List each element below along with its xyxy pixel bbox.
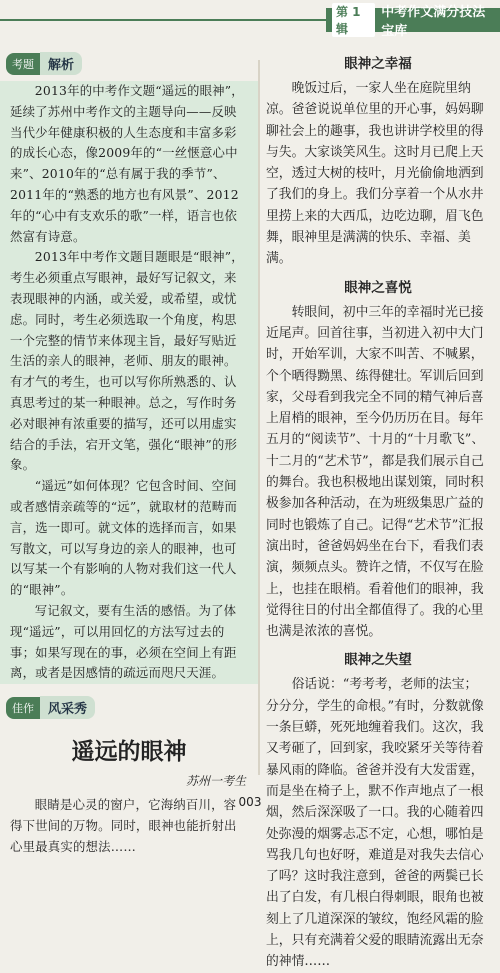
page-header: [0, 0, 500, 40]
left-column: [0, 46, 258, 858]
section-text: 晚饭过后，一家人坐在庭院里纳凉。爸爸说说单位里的开心事，妈妈聊聊社会上的趣事，我也讲讲学校里的得与失。大家谈笑风生。这时月已爬上天空，透过大树的枝叶，月光偷偷地洒到了我们的身上。我们分享着一个从水井里捞上来的大西瓜，边吃边聊，眉飞色舞，眼神里是满满的快乐、幸福、美满。: [266, 81, 484, 267]
chapter-badge: [326, 5, 500, 39]
section-heading: 眼神之幸福: [344, 56, 412, 72]
chapter-number: 第 1 辑: [332, 3, 375, 37]
essay-intro: 眼睛是心灵的窗户，它海纳百川，容得下世间的万物。同时，眼神也能折射出心里最真实的想法……: [10, 797, 237, 854]
analysis-tag-label: 解析: [40, 52, 82, 75]
analysis-paragraph: 2013年中考作文题目题眼是“眼神”，考生必须重点写眼神，最好写记叙文，来表现眼神的内涵，或关爱，或希望，或忧虑。同时，考生必须选取一个角度，构思一个完整的情节来体现主旨，最好写贴近生活的亲人的眼神，老师、朋友的眼神。有才气的考生，也可以写你所熟悉的、认真思考过的某一种眼神。总之，写作时务必对眼神有浓重要的描写，还可以用虚实结合的手法，宕开文笔，强化“眼神”的形象。: [10, 249, 244, 473]
essay-byline: 苏州一考生: [185, 774, 246, 789]
essay-title: 遥远的眼神: [71, 738, 187, 766]
analysis-paragraph: “遥远”如何体现？它包含时间、空间或者感情亲疏等的“远”，就取材的范畴而言，选一即可。就文体的选择而言，如果写散文，可以写身边的亲人的眼神，也可以写某一个有影响的人物对我们这一代人的“眼神”。: [10, 478, 238, 598]
column-separator: [258, 60, 260, 775]
section-text: 俗话说：“考考考，老师的法宝；分分分，学生的命根。”有时，分数就像一条巨蟒，死死地缠着我们。这次，我又考砸了，回到家，我咬紧牙关等待着暴风雨的降临。爸爸并没有大发雷霆，而是坐在椅子上，默不作声地点了一根烟，然后深深吸了一口。我的心随着四处弥漫的烟雾忐忑不定，心想，哪怕是骂我几句也好呀，难道是对我失去信心了吗？这时我注意到，爸爸的两鬓已长出了白发，有几根白得刺眼，眼角也被刻上了几道深深的皱纹，饱经风霜的脸上，只有充满着父爱的眼睛流露出无奈的神情……: [266, 677, 484, 970]
analysis-tag: [6, 52, 258, 75]
showcase-tag-pill: 佳作: [6, 697, 40, 719]
chapter-title: 中考作文满分技法宝库: [381, 5, 486, 39]
section-heading: 眼神之喜悦: [344, 279, 412, 296]
analysis-tag-pill: 考题: [6, 53, 40, 75]
analysis-box: [0, 81, 258, 684]
section-heading: 眼神之失望: [344, 652, 412, 669]
showcase-tag: [6, 696, 258, 719]
analysis-paragraph: 2013年的中考作文题“遥远的眼神”，延续了苏州中考作文的主题导向——反映当代少年健康积极的人生态度和丰富多彩的成长心态，像2009年的“一丝惬意心中来”、2010年的“总有属于我的季节”、2011年的“熟悉的地方也有风景”、2012年的“心中有支欢乐的歌”一样，语言也依然富有诗意。: [10, 83, 244, 244]
analysis-paragraph: 写记叙文，要有生活的感悟。为了体现“遥远”，可以用回忆的方法写过去的事；如果写现在的事，必须在空间上有距离，或者是因感情的疏远而咫尺天涯。: [10, 602, 237, 681]
showcase-tag-label: 风采秀: [40, 696, 95, 719]
right-column: [262, 46, 494, 973]
page-number: 003: [238, 795, 262, 809]
section-text: 转眼间，初中三年的幸福时光已接近尾声。回首往事，当初进入初中大门时，开始军训，大家不叫苦、不喊累，个个晒得黝黑、练得健壮。军训后回到家，父母看到我完全不同的精气神后喜上眉梢的眼神，至今仍历历在目。每年五月的“阅读节”、十月的“十月歌飞”、十二月的“艺术节”，都是我们展示自己的舞台。我也积极地出谋划策，同时积极参加各种活动，在为班级集思广益的同时也锻炼了自己。记得“艺术节”汇报演出时，爸爸妈妈坐在台下，看我们表演，频频点头。赞许之情，不仅写在脸上，也挂在眼梢。看着他们的眼神，我觉得往日的付出全都值得了。我的心里也满是浓浓的喜悦。: [266, 304, 485, 640]
